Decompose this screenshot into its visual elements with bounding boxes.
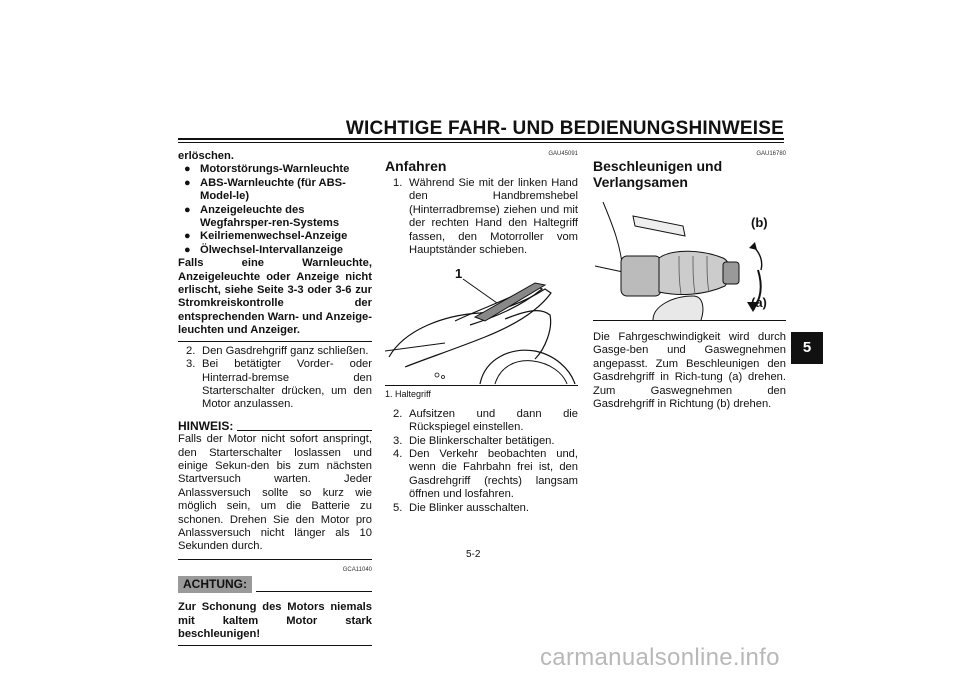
bullet-item: ● Ölwechsel-Intervallanzeige [178,244,372,257]
step-text: Die Blinkerschalter betätigen. [409,434,555,447]
separator [178,341,372,342]
bullet-item: ● Motorstörungs-Warnleuchte [178,163,372,176]
header-rule [178,138,784,140]
achtung-text: Zur Schonung des Motors niemals mit kaltem Motor stark beschleunigen! [178,601,372,640]
separator [178,559,372,560]
section-heading: Beschleunigen und Verlangsamen [593,158,723,190]
column-1 [178,150,372,649]
achtung-rule [256,591,372,592]
step-number: 1. [393,177,403,189]
grab-handle-drawing [385,259,578,385]
hinweis-rule [237,430,372,431]
step-item [385,448,578,502]
watermark: carmanualsonline.info [540,644,780,671]
step-number: 5. [393,501,403,514]
step-text: Die Blinker ausschalten. [409,501,530,514]
achtung-heading [178,576,372,593]
figure-callout-1: 1 [455,266,463,282]
step-number: 3. [186,358,196,371]
step-item [385,408,578,435]
section-heading: Anfahren [385,158,447,174]
separator [178,645,372,646]
step-item [178,345,372,358]
column-2 [385,150,578,515]
achtung-code: GCA11040 [342,566,372,573]
section-code: GAU45091 [548,151,578,157]
achtung-label: ACHTUNG: [178,576,252,593]
bullet-item: ● Anzeigeleuchte des Wegfahrsper-ren-Systems [178,204,372,231]
lead-text: erlöschen. [178,150,234,162]
section-code: GAU16780 [756,151,786,157]
step-number: 4. [393,448,403,461]
header-rule-thin [178,142,784,143]
step-item [385,177,578,257]
step-item [385,435,578,448]
column-3 [593,150,786,411]
step-number: 3. [393,434,403,447]
step-number: 2. [186,344,196,357]
warning-paragraph: Falls eine Warnleuchte, Anzeigeleuchte oder Anzeige nicht erlischt, siehe Seite 3-3 oder 3-6 zur Stromkreiskontrolle der entsprechenden Warn- und Anzeige-leuchten und Anzeiger. [178,257,372,337]
bullet-item: ● ABS-Warnleuchte (für ABS-Model-le) [178,177,372,204]
direction-label-b: (b) [751,215,768,230]
hinweis-label: HINWEIS: [178,418,234,433]
hinweis-heading [178,420,372,433]
accel-text: Die Fahrgeschwindigkeit wird durch Gasge-ben und Gaswegnehmen angepasst. Zum Beschleunigen den Gasdrehgriff in Rich-tung (a) drehen. Zum Gaswegnehmen den Gasdrehgriff in Richtung (b) drehen. [593,331,786,411]
step-text: Bei betätigter Vorder- oder Hinterrad-bremse den Starterschalter drücken, um den Motor anzulassen. [202,358,372,411]
step-text: Den Verkehr beobachten und, wenn die Fahrbahn frei ist, den Gasdrehgriff (rechts) langsam öffnen und losfahren. [409,448,578,501]
step-text: Während Sie mit der linken Hand den Handbremshebel (Hinterradbremse) ziehen und mit der rechten Hand den Haltegriff fassen, den Motorroller vom Hauptständer schieben. [409,177,578,257]
step-item [385,502,578,515]
page-number: 5-2 [466,549,481,560]
chapter-tab[interactable]: 5 [791,332,823,364]
page-header-title: WICHTIGE FAHR- UND BEDIENUNGSHINWEISE [345,118,784,139]
throttle-grip-illustration [593,196,786,321]
step-text: Aufsitzen und dann die Rückspiegel einstellen. [409,407,578,434]
hinweis-text: Falls der Motor nicht sofort anspringt, den Starterschalter loslassen und einige Sekun-den bis zum nächsten Startversuch warten. Jeder Anlassversuch sollte so kurz wie möglich sein, um die Batterie zu schonen. Drehen Sie den Motor pro Anlassversuch nicht länger als 10 Sekunden durch. [178,433,372,553]
step-item [178,358,372,412]
step-number: 2. [393,407,403,420]
direction-label-a: (a) [751,295,767,310]
step-text: Den Gasdrehgriff ganz schließen. [202,344,369,357]
figure-caption: 1. Haltegriff [385,389,431,400]
scooter-seat-illustration [385,259,578,386]
bullet-item: ● Keilriemenwechsel-Anzeige [178,230,372,243]
